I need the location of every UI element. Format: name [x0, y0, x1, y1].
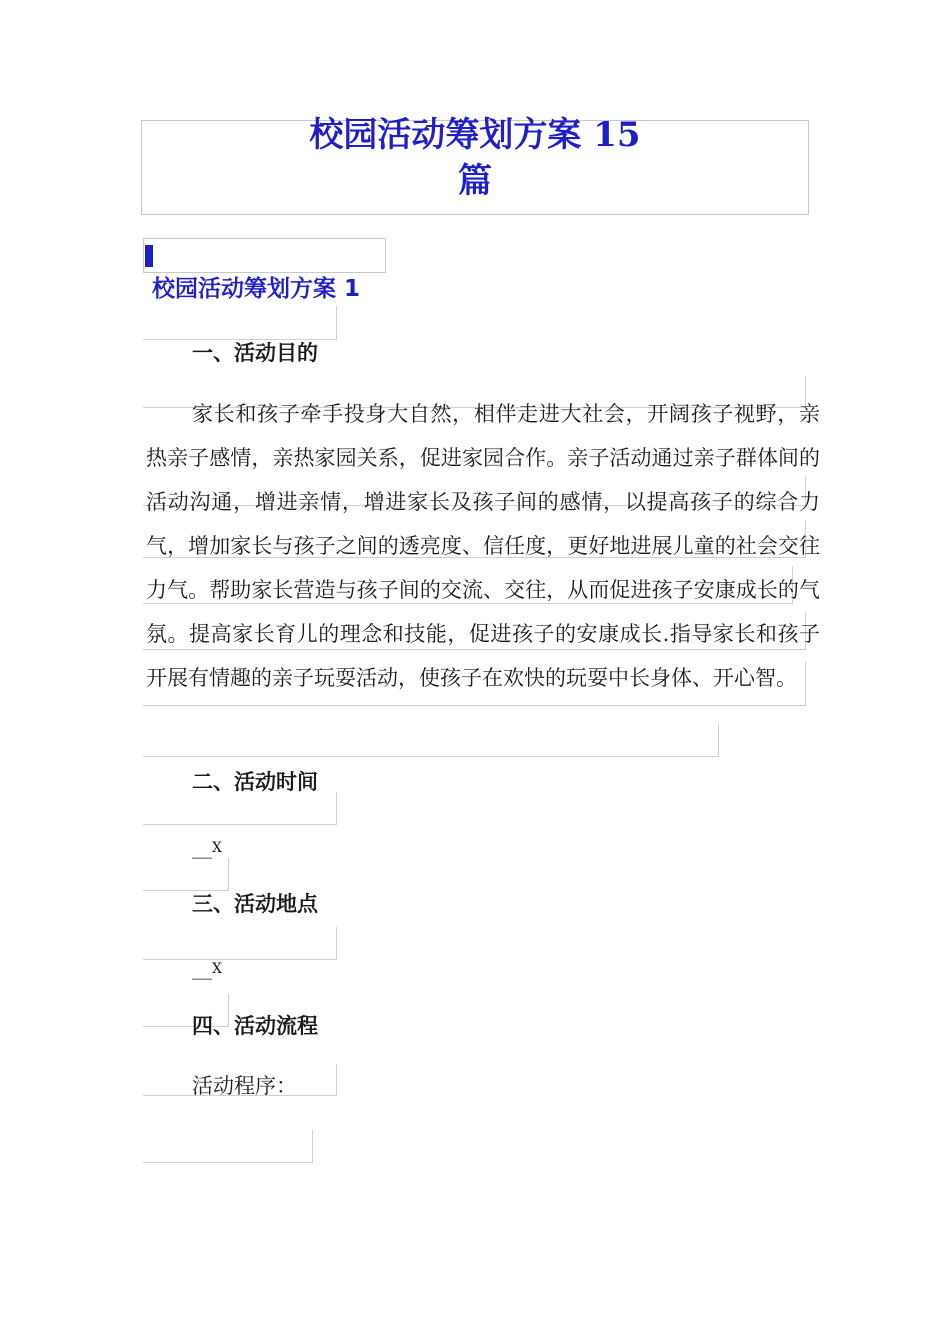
- frame-segment: [143, 927, 337, 960]
- frame-segment: [143, 306, 337, 340]
- purpose-paragraph: 家长和孩子牵手投身大自然，相伴走进大社会，开阔孩子视野，亲热亲子感情，亲热家园关系，促进家园合作。亲子活动通过亲子群体间的活动沟通，增进亲情，增进家长及孩子间的感情，以提高孩子的综合力气，增加家长与孩子之间的透亮度、信任度，更好地进展儿童的社会交往力气。帮助家长营造与孩子间的交流、交往，从而促进孩子安康成长的气氛。提高家长育儿的理念和技能，促进孩子的安康成长.指导家长和孩子开展有情趣的亲子玩耍活动，使孩子在欢快的玩耍中长身体、开心智。: [146, 402, 820, 690]
- title-line-2: 篇: [458, 161, 492, 201]
- heading-purpose: 一、活动目的: [192, 341, 318, 365]
- time-placeholder: X: [212, 840, 222, 856]
- section-marker: [145, 245, 153, 267]
- procedure-label: 活动程序：: [192, 1074, 297, 1098]
- heading-location: 三、活动地点: [192, 892, 318, 916]
- title-line-1: 校园活动筹划方案 15: [309, 115, 641, 155]
- frame-segment: [143, 1130, 313, 1163]
- time-value: [192, 832, 222, 863]
- heading-process: 四、活动流程: [192, 1014, 318, 1038]
- document-title: [142, 112, 808, 204]
- section-subtitle: 校园活动筹划方案 1: [152, 276, 361, 302]
- location-value: [192, 953, 222, 984]
- heading-time: 二、活动时间: [192, 770, 318, 794]
- location-placeholder: X: [212, 961, 222, 977]
- frame-segment: [143, 724, 719, 757]
- subtitle-frame: [143, 238, 386, 273]
- time-blank: __: [192, 835, 212, 859]
- location-blank: __: [192, 956, 212, 980]
